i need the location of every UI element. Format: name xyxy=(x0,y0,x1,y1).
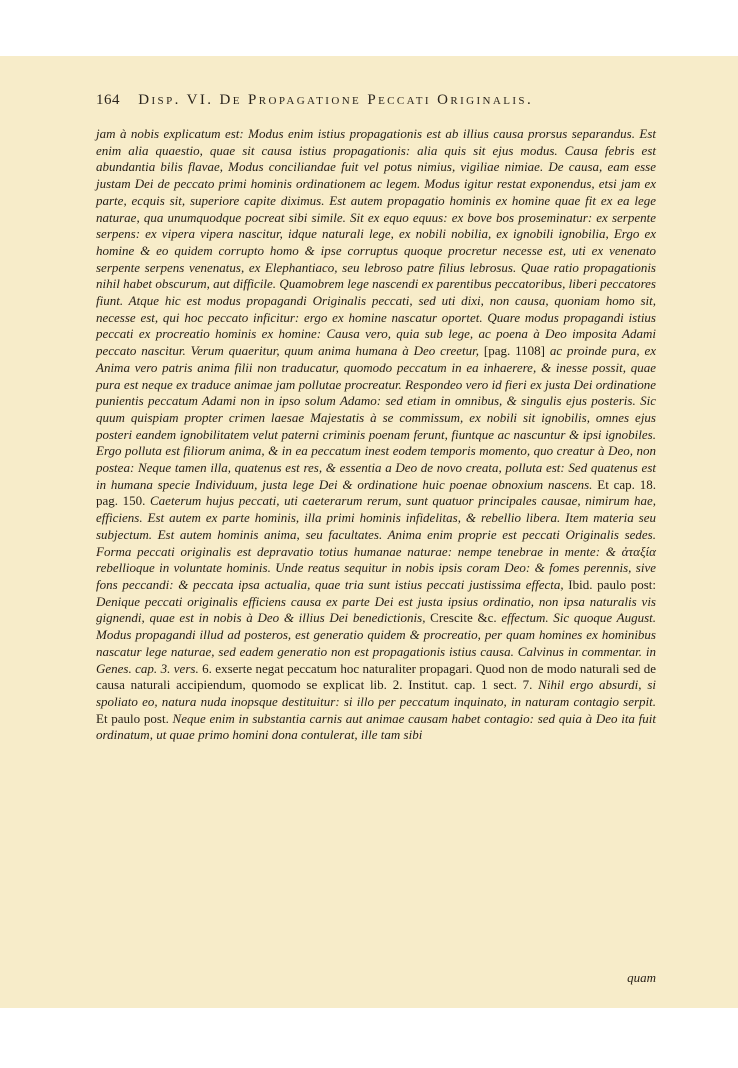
text-run: 6. exserte negat peccatum hoc naturaliter propagari. Quod non de modo naturali sed de causa naturali accipiendum, quomodo se explicat lib. 2. Institut. cap. 1 sect. 7. xyxy=(96,660,656,693)
text-run: effectum. Sic quoque August. Modus propagandi illud ad posteros, est generatio quidem & procreatio, per quam homines ex hominibus nascatur lege naturae, sed eadem generatio non est propagationis istius causa. Calvinus in commentar. in Genes. cap. 3. vers. xyxy=(96,610,657,676)
text-run: Et paulo post. xyxy=(96,710,173,726)
text-run: Ibid. paulo post: xyxy=(563,576,657,592)
text-run: Et cap. 18. pag. 150. xyxy=(96,476,657,509)
catchword: quam xyxy=(627,970,656,985)
header-title: Disp. VI. De Propagatione Peccati Originalis. xyxy=(138,92,534,108)
text-run: Caeterum hujus peccati, uti caeterarum rerum, sunt quatuor principales causae, nimirum hae, efficiens. Est autem ex parte hominis, illa primi hominis infidelitas, & rebellio libera. Item materia seu subjectum. Est autem hominis anima, seu facultates. Anima enim proprie est peccati Originalis sedes. Forma peccati originalis est depravatio totius humanae naturae: nempe tenebrae in mente: & ἀταξία rebellioque in voluntate hominis. Unde reatus sequitur in nobis ipsis coram Deo: & fomes perennis, sive fons peccandi: & peccata ipsa actualia, quae tria sunt istius peccati justissima effecta, xyxy=(96,493,656,592)
text-run: ac proinde pura, ex Anima vero patris anima filii non traducatur, quomodo peccatum in ea inhaerere, & inesse possit, quae pura est neque ex traduce animae jam pollutae procreatur. Respondeo vero id fieri ex justa Dei ordinatione punientis peccatum Adami non in ipso solum Adamo: sed etiam in omnibus, & singulis ejus posteris. Sic quum quispiam propter crimen laesae Majestatis à se commissum, ex nobili sit ignobilis, omnes ejus posteri eandem ignobilitatem velut paterni criminis poenam ferunt, fiuntque ac nascuntur & ipsi ignobiles. Ergo polluta est filiorum anima, & in ea peccatum inest eodem temporis momento, quo creatur à Deo, non postea: Neque tamen illa, quatenus est res, & essentia a Deo de novo creata, polluta est: Sed quatenus est in humana specie Individuum, justa lege Dei & ordinatione huic poenae obnoxium nascens. xyxy=(96,343,656,492)
text-run: jam à nobis explicatum est: Modus enim istius propagationis est ab illius causa prorsus separandus. Est enim alia quaestio, quae sit causa istius propagationis: alia quis sit ejus modus. Causa febris est abundantia bilis flavae, Modus conciliandae fuit vel potus nimius, vigiliae nimiae. De causa, eam esse justam Dei de peccato primi hominis ordinationem ac legem. Modus igitur restat exponendus, etsi jam ex parte, ecquis sit, superiore capite diximus. Est autem propagatio hominis ex homine quae fit ex ea lege naturae, qua unumquodque pocreat sibi simile. Sit ex equo equus: ex bove bos proseminatur: ex serpente serpens: ex vipera vipera nascitur, idque naturali lege, ex nobili nobilia, ex ignobili ignobilia, Ergo ex homine & eo quidem corrupto homo & ipse corruptus quoque procretur necesse est, uti ex venenato serpente serpens venenatus, ex Elephantiaco, seu lebroso patre filius lebrosus. Quae ratio propagationis nihil habet obscurum, aut difficile. Quamobrem lege nascendi ex parentibus peccatoribus, liberi peccatores fiunt. Atque hic est modus propagandi Originalis peccati, sed uti dixi, non causa, quoniam homo sit, necesse est, qui hoc peccato inficitur: ergo ex homine nascatur oportet. Quare modus propagandi istius peccati ex procreatio hominis ex homine: Causa vero, quia sub lege, ac poena à Deo imposita Adami peccato nascitur. Verum quaeritur, quum anima humana à Deo creetur, xyxy=(96,126,656,359)
page-number: 164 xyxy=(96,92,120,108)
running-header xyxy=(96,92,656,109)
text-run: [pag. 1108] xyxy=(479,343,550,359)
book-page xyxy=(0,56,738,1008)
body-text xyxy=(96,126,656,744)
text-run: Nihil ergo absurdi, si spoliato eo, natura nuda inopsque destituitur: si illo per peccatum inquinato, in naturam contagio serpit. xyxy=(96,677,656,709)
text-run: Neque enim in substantia carnis aut animae causam habet contagio: sed quia à Deo ita fuit ordinatum, ut quae primo homini dona contulerat, ille tam sibi xyxy=(96,710,656,743)
text-run: Crescite &c. xyxy=(425,610,502,626)
text-run: Denique peccati originalis efficiens causa ex parte Dei est justa ipsius ordinatio, non ipsa naturalis vis gignendi, quae est in nobis à Deo & illius Dei benedictionis, xyxy=(96,593,656,626)
